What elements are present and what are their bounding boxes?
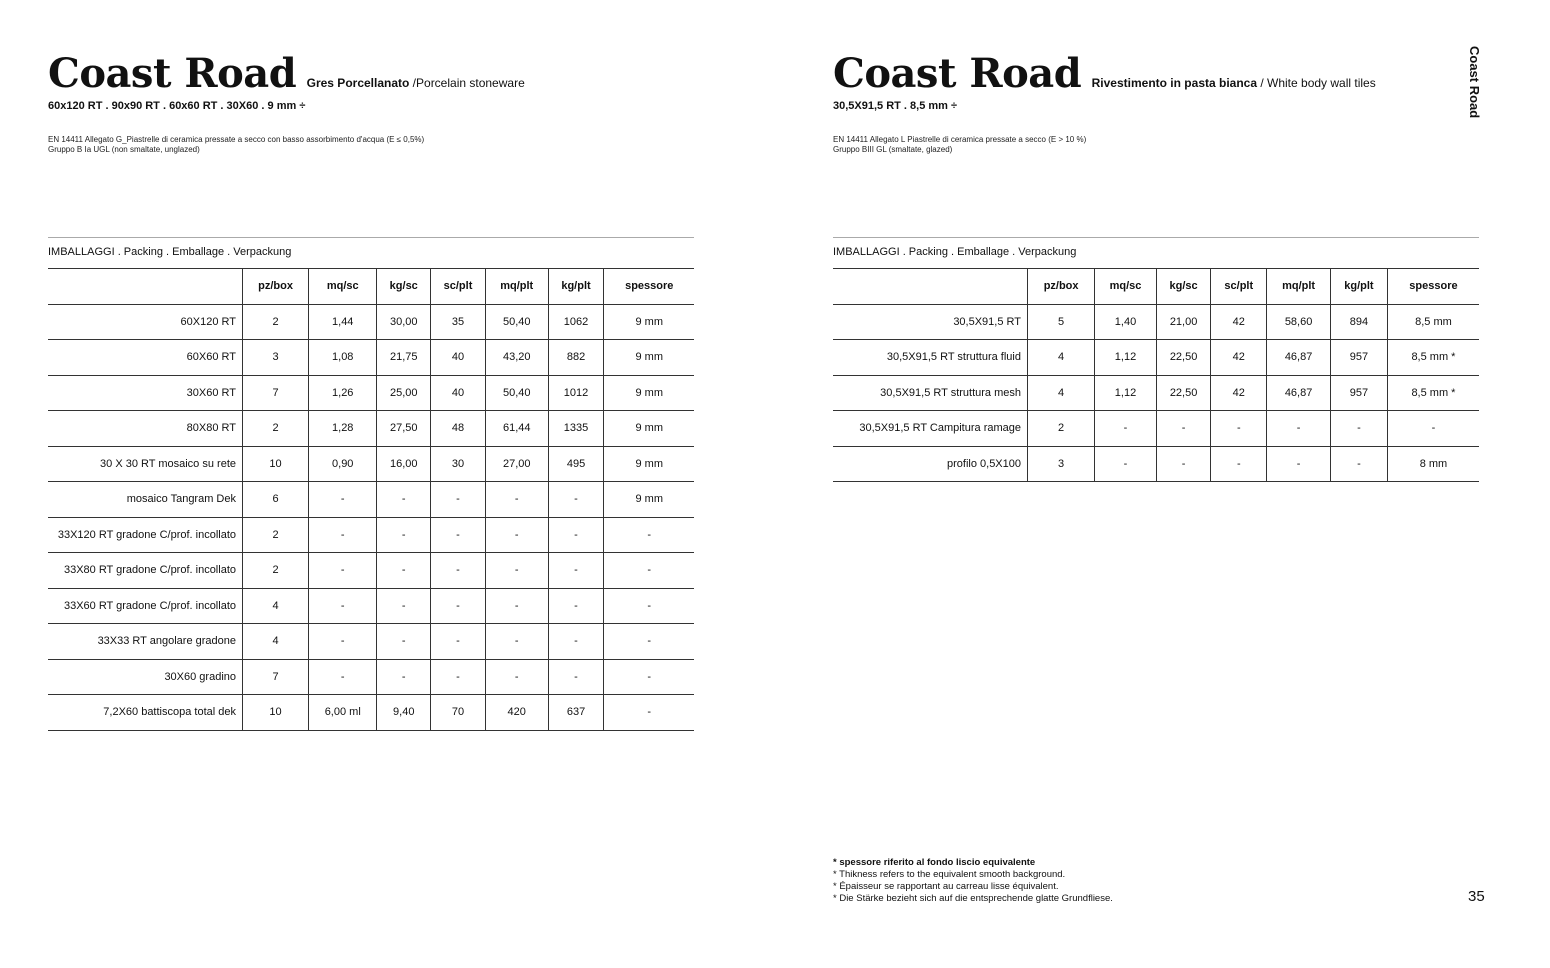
right-norm-line1: EN 14411 Allegato L Piastrelle di ceramica pressate a secco (E > 10 %)	[833, 135, 1087, 144]
table-cell: 9,40	[377, 695, 431, 731]
left-subtitle-rest: /Porcelain stoneware	[409, 76, 525, 90]
table-row-label: 30,5X91,5 RT	[833, 304, 1028, 340]
table-row	[48, 446, 694, 482]
footnote-line: * Épaisseur se rapportant au carreau lisse équivalent.	[833, 881, 1059, 892]
table-header-cell: mq/plt	[485, 269, 548, 305]
table-cell: 42	[1211, 340, 1267, 376]
table-cell: 27,50	[377, 411, 431, 447]
table-cell: 30	[431, 446, 486, 482]
table-cell: -	[1267, 411, 1331, 447]
table-cell: 957	[1330, 375, 1387, 411]
table-cell: 1,12	[1095, 375, 1157, 411]
side-title	[1466, 46, 1486, 126]
table-header-cell: sc/plt	[431, 269, 486, 305]
table-cell: 5	[1028, 304, 1095, 340]
table-cell: -	[309, 517, 377, 553]
table-header-cell: kg/sc	[1156, 269, 1211, 305]
table-header-cell: kg/plt	[1330, 269, 1387, 305]
table-row	[48, 375, 694, 411]
table-cell: 3	[243, 340, 309, 376]
table-header-cell: pz/box	[1028, 269, 1095, 305]
table-cell: 9 mm	[604, 375, 694, 411]
table-row-label: profilo 0,5X100	[833, 446, 1028, 482]
table-cell: -	[548, 553, 604, 589]
left-packing-table	[48, 268, 694, 731]
left-brand-title: Coast Road	[48, 50, 297, 97]
table-cell: 0,90	[309, 446, 377, 482]
table-cell: 4	[243, 624, 309, 660]
table-cell: -	[431, 553, 486, 589]
table-cell: -	[485, 482, 548, 518]
footnotes	[833, 857, 1113, 905]
table-cell: -	[1156, 446, 1211, 482]
right-norm-line2: Gruppo BIII GL (smaltate, glazed)	[833, 144, 953, 154]
right-packing-table	[833, 268, 1479, 482]
table-cell: 35	[431, 304, 486, 340]
table-cell: -	[604, 624, 694, 660]
left-title-row	[48, 50, 525, 97]
table-cell: 3	[1028, 446, 1095, 482]
table-cell: 10	[243, 695, 309, 731]
table-cell: 25,00	[377, 375, 431, 411]
table-cell: 2	[243, 553, 309, 589]
table-cell: 21,75	[377, 340, 431, 376]
table-cell: 1,12	[1095, 340, 1157, 376]
table-cell: -	[1211, 411, 1267, 447]
table-cell: -	[604, 695, 694, 731]
table-cell: -	[548, 517, 604, 553]
thickness-icon: ÷	[299, 100, 306, 112]
table-cell: 43,20	[485, 340, 548, 376]
table-cell: 42	[1211, 304, 1267, 340]
table-cell: 61,44	[485, 411, 548, 447]
table-cell: -	[485, 659, 548, 695]
table-cell: -	[604, 588, 694, 624]
table-header-cell: kg/plt	[548, 269, 604, 305]
table-row	[833, 446, 1479, 482]
table-row-label: 30,5X91,5 RT struttura fluid	[833, 340, 1028, 376]
table-cell: -	[485, 588, 548, 624]
table-cell: -	[548, 588, 604, 624]
table-cell: 4	[1028, 375, 1095, 411]
table-cell: 9 mm	[604, 446, 694, 482]
table-cell: 22,50	[1156, 375, 1211, 411]
table-row-label: 33X120 RT gradone C/prof. incollato	[48, 517, 243, 553]
table-cell: -	[377, 482, 431, 518]
table-cell: -	[1267, 446, 1331, 482]
table-cell: 8,5 mm	[1387, 304, 1479, 340]
table-cell: -	[1095, 411, 1157, 447]
left-norm-line2: Gruppo B Ia UGL (non smaltate, unglazed)	[48, 144, 200, 154]
table-cell: 70	[431, 695, 486, 731]
table-cell: -	[1211, 446, 1267, 482]
right-subtitle-bold: Rivestimento in pasta bianca	[1091, 76, 1258, 90]
table-cell: 894	[1330, 304, 1387, 340]
table-cell: -	[309, 588, 377, 624]
table-row	[833, 340, 1479, 376]
table-cell: 4	[243, 588, 309, 624]
right-subtitle-rest: / White body wall tiles	[1257, 76, 1376, 90]
table-cell: 42	[1211, 375, 1267, 411]
table-cell: 27,00	[485, 446, 548, 482]
table-cell: 21,00	[1156, 304, 1211, 340]
side-title-text: Coast Road	[1467, 46, 1482, 119]
table-row-label: 80X80 RT	[48, 411, 243, 447]
table-row-label: 30,5X91,5 RT Campitura ramage	[833, 411, 1028, 447]
table-cell: -	[431, 624, 486, 660]
table-cell: 8,5 mm *	[1387, 340, 1479, 376]
table-cell: 420	[485, 695, 548, 731]
table-row-label: 33X33 RT angolare gradone	[48, 624, 243, 660]
table-cell: 1062	[548, 304, 604, 340]
table-cell: -	[1330, 446, 1387, 482]
table-row	[48, 411, 694, 447]
table-cell: -	[431, 482, 486, 518]
table-header-cell: spessore	[604, 269, 694, 305]
footnote-line: * spessore riferito al fondo liscio equivalente	[833, 857, 1036, 868]
table-cell: -	[1095, 446, 1157, 482]
table-cell: 46,87	[1267, 340, 1331, 376]
table-cell: 4	[1028, 340, 1095, 376]
table-header-cell	[833, 269, 1028, 305]
table-cell: 22,50	[1156, 340, 1211, 376]
right-packing-label: IMBALLAGGI . Packing . Emballage . Verpackung	[833, 237, 1479, 258]
table-cell: 58,60	[1267, 304, 1331, 340]
table-row	[48, 553, 694, 589]
table-row-label: 7,2X60 battiscopa total dek	[48, 695, 243, 731]
table-cell: -	[548, 482, 604, 518]
table-row-label: 30X60 RT	[48, 375, 243, 411]
table-row	[48, 482, 694, 518]
table-cell: -	[1330, 411, 1387, 447]
table-row	[48, 340, 694, 376]
footnote-line: * Thikness refers to the equivalent smooth background.	[833, 869, 1066, 880]
table-cell: 6	[243, 482, 309, 518]
table-cell: 1,40	[1095, 304, 1157, 340]
table-cell: -	[485, 517, 548, 553]
footnote-line: * Die Stärke bezieht sich auf die entsprechende glatte Grundfliese.	[833, 893, 1113, 904]
table-row	[48, 588, 694, 624]
table-cell: -	[431, 659, 486, 695]
table-cell: 8,5 mm *	[1387, 375, 1479, 411]
table-header-cell: mq/sc	[309, 269, 377, 305]
left-norm-line1: EN 14411 Allegato G_Piastrelle di ceramica pressate a secco con basso assorbimento d'acqua (E ≤ 0,5%)	[48, 135, 425, 144]
table-row-label: 60X120 RT	[48, 304, 243, 340]
left-norm	[48, 135, 424, 154]
table-cell: 9 mm	[604, 304, 694, 340]
table-header-row	[833, 269, 1479, 305]
table-cell: 1012	[548, 375, 604, 411]
table-row	[833, 375, 1479, 411]
table-header-cell	[48, 269, 243, 305]
table-cell: 957	[1330, 340, 1387, 376]
table-cell: 1,44	[309, 304, 377, 340]
table-row	[48, 695, 694, 731]
table-cell: 46,87	[1267, 375, 1331, 411]
table-cell: 882	[548, 340, 604, 376]
right-formats-text: 30,5X91,5 RT . 8,5 mm	[833, 100, 948, 112]
table-cell: 9 mm	[604, 482, 694, 518]
thickness-icon: ÷	[951, 100, 958, 112]
table-header-cell: mq/sc	[1095, 269, 1157, 305]
table-row-label: 33X60 RT gradone C/prof. incollato	[48, 588, 243, 624]
table-header-cell: pz/box	[243, 269, 309, 305]
table-cell: -	[377, 588, 431, 624]
left-subtitle	[307, 76, 525, 90]
table-cell: 50,40	[485, 375, 548, 411]
table-cell: 1335	[548, 411, 604, 447]
right-norm	[833, 135, 1086, 154]
table-cell: -	[377, 553, 431, 589]
table-cell: 30,00	[377, 304, 431, 340]
table-cell: -	[309, 624, 377, 660]
right-brand-title: Coast Road	[833, 50, 1082, 97]
left-formats-text: 60x120 RT . 90x90 RT . 60x60 RT . 30X60 . 9 mm	[48, 100, 297, 112]
table-header-cell: kg/sc	[377, 269, 431, 305]
table-row	[48, 304, 694, 340]
table-cell: -	[1156, 411, 1211, 447]
left-packing-label: IMBALLAGGI . Packing . Emballage . Verpackung	[48, 237, 694, 258]
table-cell: -	[604, 553, 694, 589]
table-row-label: 30,5X91,5 RT struttura mesh	[833, 375, 1028, 411]
table-cell: 1,26	[309, 375, 377, 411]
table-cell: 1,08	[309, 340, 377, 376]
right-title-row	[833, 50, 1376, 97]
table-cell: 637	[548, 695, 604, 731]
table-cell: -	[548, 659, 604, 695]
table-row	[833, 304, 1479, 340]
table-cell: 2	[243, 517, 309, 553]
table-row-label: 60X60 RT	[48, 340, 243, 376]
table-cell: 48	[431, 411, 486, 447]
table-cell: 8 mm	[1387, 446, 1479, 482]
table-cell: 495	[548, 446, 604, 482]
table-cell: -	[604, 517, 694, 553]
table-cell: -	[309, 482, 377, 518]
table-row-label: 30X60 gradino	[48, 659, 243, 695]
table-row	[48, 659, 694, 695]
table-cell: 7	[243, 375, 309, 411]
table-header-cell: spessore	[1387, 269, 1479, 305]
right-formats	[833, 100, 957, 112]
table-cell: -	[548, 624, 604, 660]
table-cell: 2	[1028, 411, 1095, 447]
table-cell: 1,28	[309, 411, 377, 447]
table-cell: 40	[431, 340, 486, 376]
right-subtitle	[1092, 76, 1376, 90]
table-header-cell: mq/plt	[1267, 269, 1331, 305]
table-cell: -	[485, 624, 548, 660]
table-row	[833, 411, 1479, 447]
table-cell: 40	[431, 375, 486, 411]
table-cell: 2	[243, 411, 309, 447]
table-cell: -	[431, 517, 486, 553]
table-cell: -	[377, 624, 431, 660]
table-cell: 50,40	[485, 304, 548, 340]
table-cell: 16,00	[377, 446, 431, 482]
table-cell: -	[377, 659, 431, 695]
table-row	[48, 517, 694, 553]
table-row-label: mosaico Tangram Dek	[48, 482, 243, 518]
table-cell: 7	[243, 659, 309, 695]
left-subtitle-bold: Gres Porcellanato	[306, 76, 410, 90]
table-cell: -	[1387, 411, 1479, 447]
table-cell: 10	[243, 446, 309, 482]
table-cell: -	[431, 588, 486, 624]
table-cell: 9 mm	[604, 411, 694, 447]
table-cell: 9 mm	[604, 340, 694, 376]
table-row-label: 33X80 RT gradone C/prof. incollato	[48, 553, 243, 589]
table-cell: -	[309, 553, 377, 589]
page-number: 35	[1468, 888, 1485, 905]
table-header-cell: sc/plt	[1211, 269, 1267, 305]
table-cell: -	[377, 517, 431, 553]
table-cell: 6,00 ml	[309, 695, 377, 731]
table-header-row	[48, 269, 694, 305]
table-row	[48, 624, 694, 660]
left-formats	[48, 100, 305, 112]
table-row-label: 30 X 30 RT mosaico su rete	[48, 446, 243, 482]
table-cell: -	[604, 659, 694, 695]
table-cell: -	[309, 659, 377, 695]
table-cell: -	[485, 553, 548, 589]
table-cell: 2	[243, 304, 309, 340]
